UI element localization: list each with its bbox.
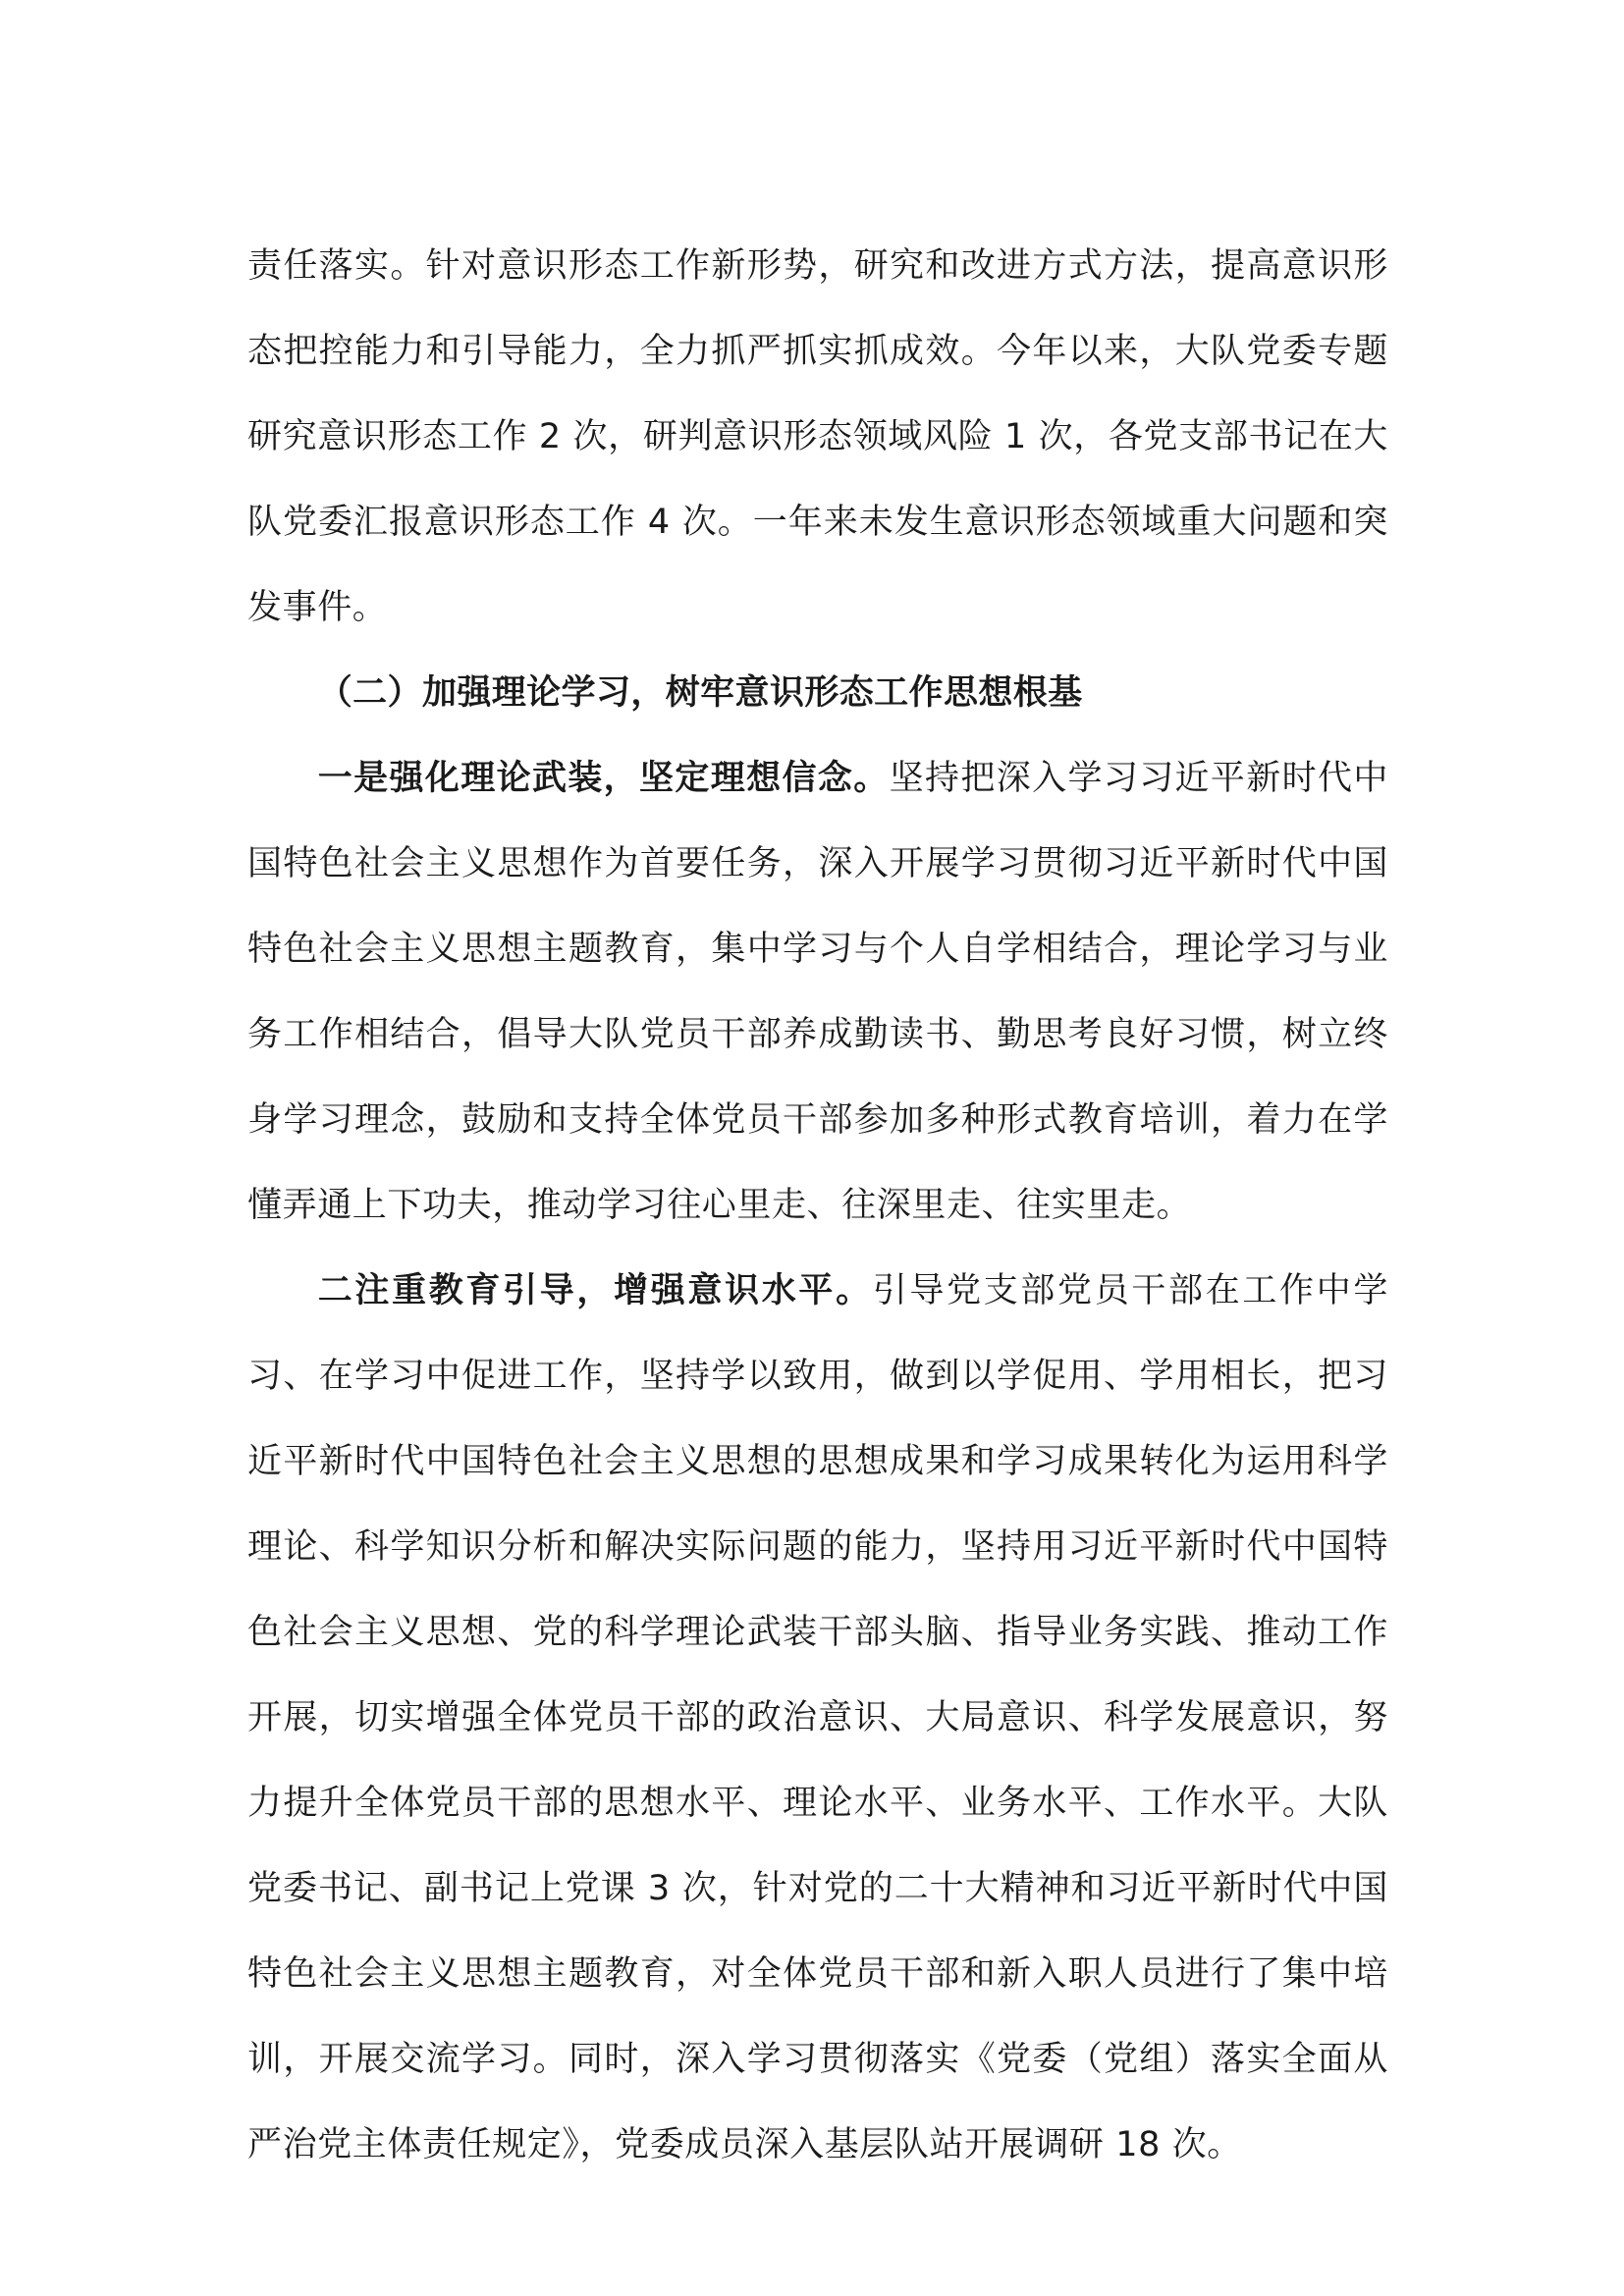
paragraph-text: 坚持把深入学习习近平新时代中国特色社会主义思想作为首要任务，深入开展学习贯彻习近平新时代中国特色社会主义思想主题教育，集中学习与个人自学相结合，理论学习与业务工作相结合，倡导大队党员干部养成勤读书、勤思考良好习惯，树立终身学习理念，鼓励和支持全体党员干部参加多种形式教育培训，着力在学懂弄通上下功夫，推动学习往心里走、往深里走、往实里走。: [247, 759, 1388, 1225]
paragraph-theory-armament: [247, 736, 1388, 1249]
paragraph-lead: 二注重教育引导，增强意识水平。: [317, 1271, 873, 1310]
section-heading-theory-study: [247, 651, 1388, 736]
paragraph-lead: 一是强化理论武装，坚定理想信念。: [317, 759, 890, 798]
document-page: [247, 224, 1388, 2188]
paragraph-text: 引导党支部党员干部在工作中学习、在学习中促进工作，坚持学以致用，做到以学促用、学用相长，把习近平新时代中国特色社会主义思想的思想成果和学习成果转化为运用科学理论、科学知识分析和解决实际问题的能力，坚持用习近平新时代中国特色社会主义思想、党的科学理论武装干部头脑、指导业务实践、推动工作开展，切实增强全体党员干部的政治意识、大局意识、科学发展意识，努力提升全体党员干部的思想水平、理论水平、业务水平、工作水平。大队党委书记、副书记上党课 3 次，针对党的二十大精神和习近平新时代中国特色社会主义思想主题教育，对全体党员干部和新入职人员进行了集中培训，开展交流学习。同时，深入学习贯彻落实《党委（党组）落实全面从严治党主体责任规定》，党委成员深入基层队站开展调研 18 次。: [247, 1271, 1388, 2164]
section-heading-text: （二）加强理论学习，树牢意识形态工作思想根基: [317, 673, 1083, 713]
paragraph-responsibility: [247, 224, 1388, 651]
paragraph-text: 责任落实。针对意识形态工作新形势，研究和改进方式方法，提高意识形态把控能力和引导能力，全力抓严抓实抓成效。今年以来，大队党委专题研究意识形态工作 2 次，研判意识形态领域风险 1 次，各党支部书记在大队党委汇报意识形态工作 4 次。一年来未发生意识形态领域重大问题和突发事件。: [247, 246, 1388, 627]
paragraph-education-guidance: [247, 1249, 1388, 2188]
